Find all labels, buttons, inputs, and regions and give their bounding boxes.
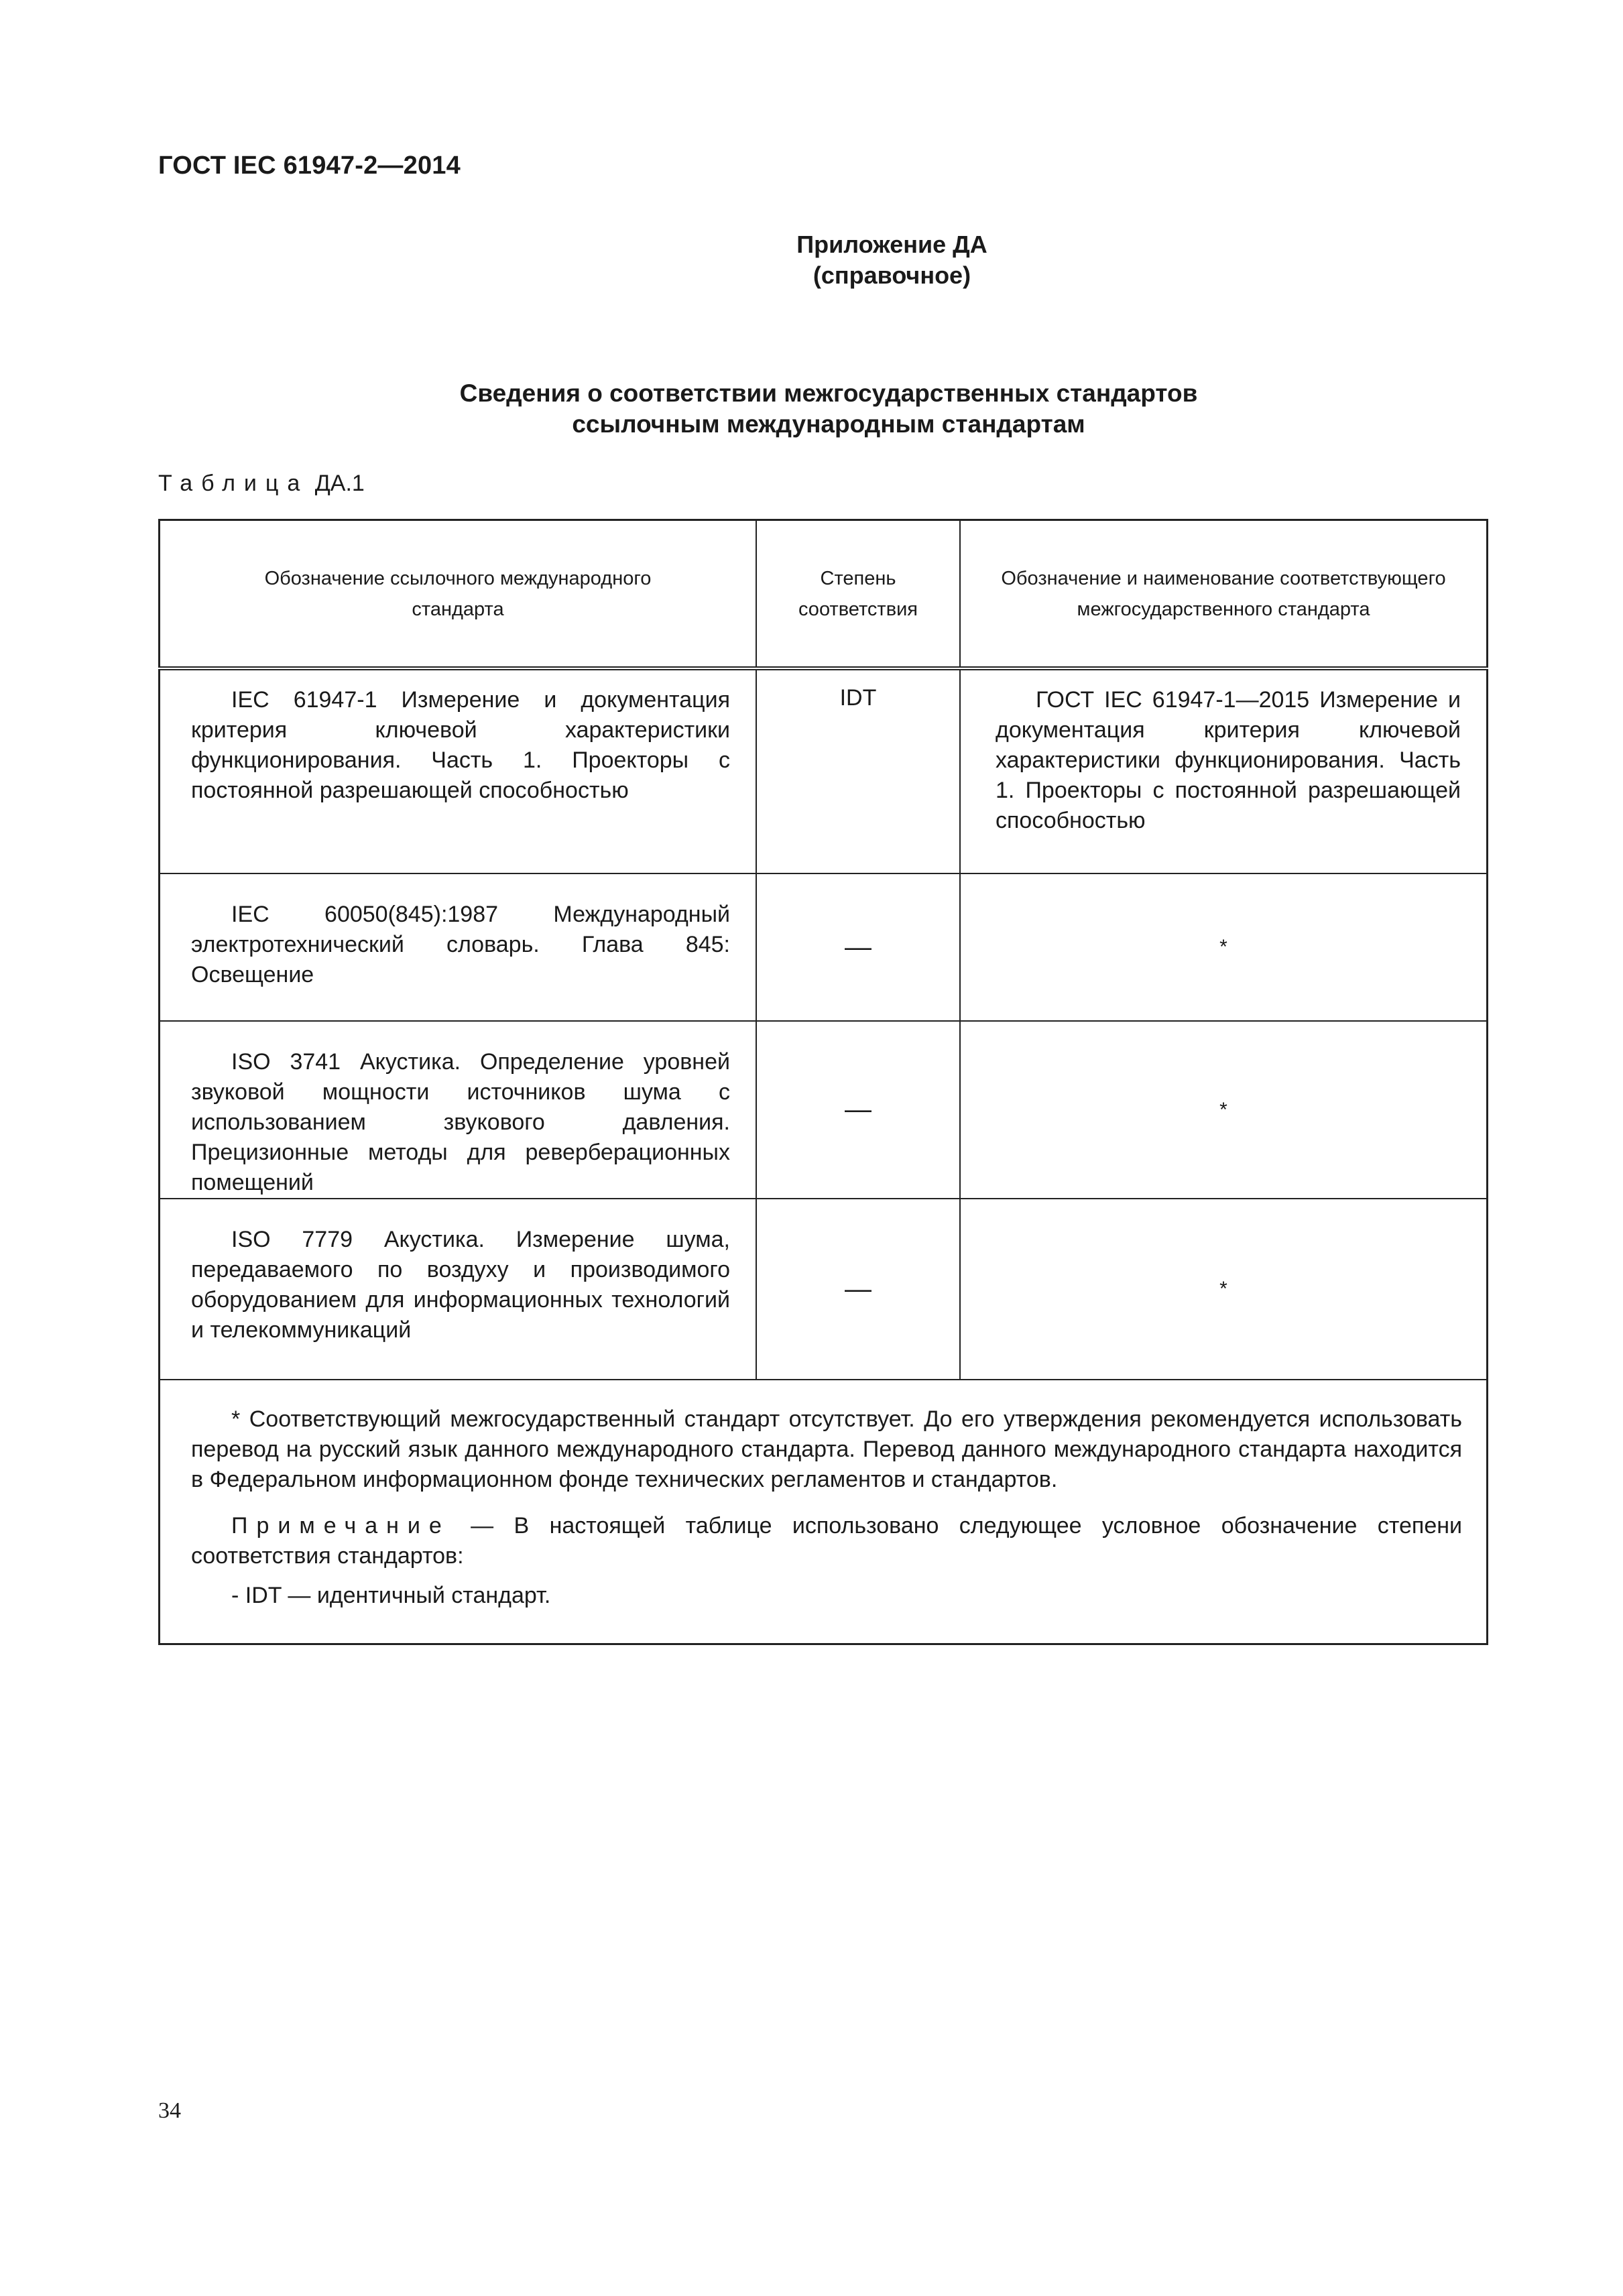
section-title-line1: Сведения о соответствии межгосударственных стандартов — [459, 379, 1198, 407]
header-ref-standard: Обозначение ссылочного международного стандарта — [160, 520, 757, 669]
footnote: * Соответствующий межгосударственный стандарт отсутствует. До его утверждения рекомендуется использовать перевод на русский язык данного международного стандарта. Перевод данного международного стандарта находится в Федеральном информационном фонде технических регламентов и стандартов. — [191, 1406, 1462, 1492]
cell-gost: * — [960, 873, 1488, 1021]
note — [191, 1511, 1462, 1571]
table-row — [160, 1199, 1488, 1380]
cell-ref: ISO 7779 Акустика. Измерение шума, передаваемого по воздуху и производимого оборудованием для информационных технологий и телекоммуникаций — [160, 1199, 757, 1380]
cell-ref: IEC 61947-1 Измерение и документация критерия ключевой характеристики функционирования. Часть 1. Проекторы с постоянной разрешающей способностью — [160, 668, 757, 873]
table-footnote-cell — [160, 1380, 1488, 1644]
note-item: - IDT — идентичный стандарт. — [231, 1583, 551, 1608]
cell-ref: IEC 60050(845):1987 Международный электротехнический словарь. Глава 845: Освещение — [160, 873, 757, 1021]
cell-gost: * — [960, 1199, 1488, 1380]
cell-ref: ISO 3741 Акустика. Определение уровней звуковой мощности источников шума с использованием звукового давления. Прецизионные методы для реверберационных помещений — [160, 1021, 757, 1199]
page-number: 34 — [158, 2098, 181, 2123]
annex-heading — [0, 229, 1623, 291]
cell-gost: ГОСТ IEC 61947-1—2015 Измерение и документация критерия ключевой характеристики функционирования. Часть 1. Проекторы с постоянной разрешающей способностью — [960, 668, 1488, 873]
table-label — [158, 471, 365, 497]
cell-degree: — — [756, 873, 960, 1021]
annex-subtitle: (справочное) — [813, 261, 971, 289]
header-degree: Степень соответствия — [756, 520, 960, 669]
cell-degree: — — [756, 1199, 960, 1380]
table-label-number: ДА.1 — [314, 471, 365, 496]
cell-degree: — — [756, 1021, 960, 1199]
table-row — [160, 668, 1488, 873]
section-title-line2: ссылочным международным стандартам — [572, 410, 1085, 438]
table-row — [160, 1021, 1488, 1199]
note-text: — В настоящей таблице использовано следующее условное обозначение степени соответствия стандартов: — [191, 1513, 1462, 1569]
table-row — [160, 873, 1488, 1021]
document-code: ГОСТ IEC 61947-2—2014 — [158, 152, 461, 180]
table-footer-row — [160, 1380, 1488, 1644]
annex-title: Приложение ДА — [796, 231, 987, 258]
cell-gost: * — [960, 1021, 1488, 1199]
table-header-row — [160, 520, 1488, 669]
header-gost-standard: Обозначение и наименование соответствующего межгосударственного стандарта — [960, 520, 1488, 669]
section-title — [158, 378, 1499, 440]
note-label: Примечание — [231, 1513, 450, 1538]
table-label-word: Таблица — [158, 471, 309, 496]
cell-degree: IDT — [756, 668, 960, 873]
standards-table — [158, 519, 1488, 1645]
